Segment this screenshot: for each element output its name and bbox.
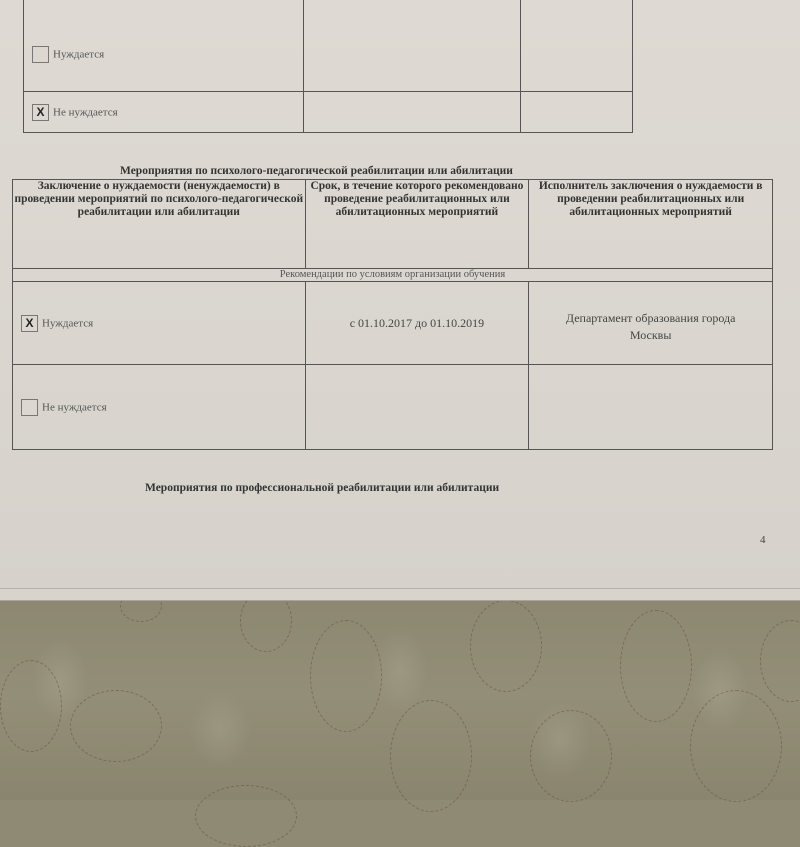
quilt-stitch xyxy=(195,785,297,847)
period-cell xyxy=(303,92,521,133)
quilt-stitch xyxy=(470,600,542,692)
conclusion-cell xyxy=(13,365,306,450)
executor-cell: Департамент образования города Москвы xyxy=(529,282,773,365)
psych-ped-measures-table xyxy=(12,179,773,450)
executor-cell xyxy=(521,0,633,92)
table-subheader-row xyxy=(13,269,773,282)
option-label: Нуждается xyxy=(42,317,94,329)
checkbox-does-not-need[interactable] xyxy=(21,399,38,416)
quilt-stitch xyxy=(530,710,612,802)
table-row xyxy=(24,0,633,92)
period-cell xyxy=(305,365,529,450)
column-header-period: Срок, в течение которого рекомендовано проведение реабилитационных или абилитационных мероприятий xyxy=(305,180,529,269)
option-label: Не нуждается xyxy=(53,106,118,118)
conclusion-cell xyxy=(13,282,306,365)
table-row xyxy=(24,92,633,133)
conclusion-cell xyxy=(24,92,304,133)
column-header-executor: Исполнитель заключения о нуждаемости в проведении реабилитационных или абилитационных мероприятий xyxy=(529,180,773,269)
quilt-stitch xyxy=(0,660,62,752)
table-row xyxy=(13,282,773,365)
subheader-education-conditions: Рекомендации по условиям организации обучения xyxy=(13,269,773,282)
executor-cell xyxy=(521,92,633,133)
checkbox-needs[interactable]: X xyxy=(21,315,38,332)
checkbox-needs[interactable] xyxy=(32,46,49,63)
conclusion-cell xyxy=(24,0,304,92)
quilt-stitch xyxy=(390,700,472,812)
previous-measures-table xyxy=(23,0,633,133)
period-cell xyxy=(303,0,521,92)
section-title-professional: Мероприятия по профессиональной реабилитации или абилитации xyxy=(145,482,500,494)
executor-cell xyxy=(529,365,773,450)
section-title-psych-ped: Мероприятия по психолого-педагогической реабилитации или абилитации xyxy=(120,165,513,177)
quilt-stitch xyxy=(310,620,382,732)
table-header-row xyxy=(13,180,773,269)
checkbox-does-not-need[interactable]: X xyxy=(32,104,49,121)
quilt-stitch xyxy=(690,690,782,802)
option-label: Не нуждается xyxy=(42,401,107,413)
quilt-stitch xyxy=(760,620,800,702)
quilt-stitch xyxy=(620,610,692,722)
quilted-fabric-background xyxy=(0,590,800,800)
column-header-conclusion: Заключение о нуждаемости (ненуждаемости) в проведении мероприятий по психолого-педагогической реабилитации или абилитации xyxy=(13,180,306,269)
period-cell: с 01.10.2017 до 01.10.2019 xyxy=(305,282,529,365)
quilt-stitch xyxy=(70,690,162,762)
option-label: Нуждается xyxy=(53,48,105,60)
page-number: 4 xyxy=(760,534,766,546)
table-row xyxy=(13,365,773,450)
